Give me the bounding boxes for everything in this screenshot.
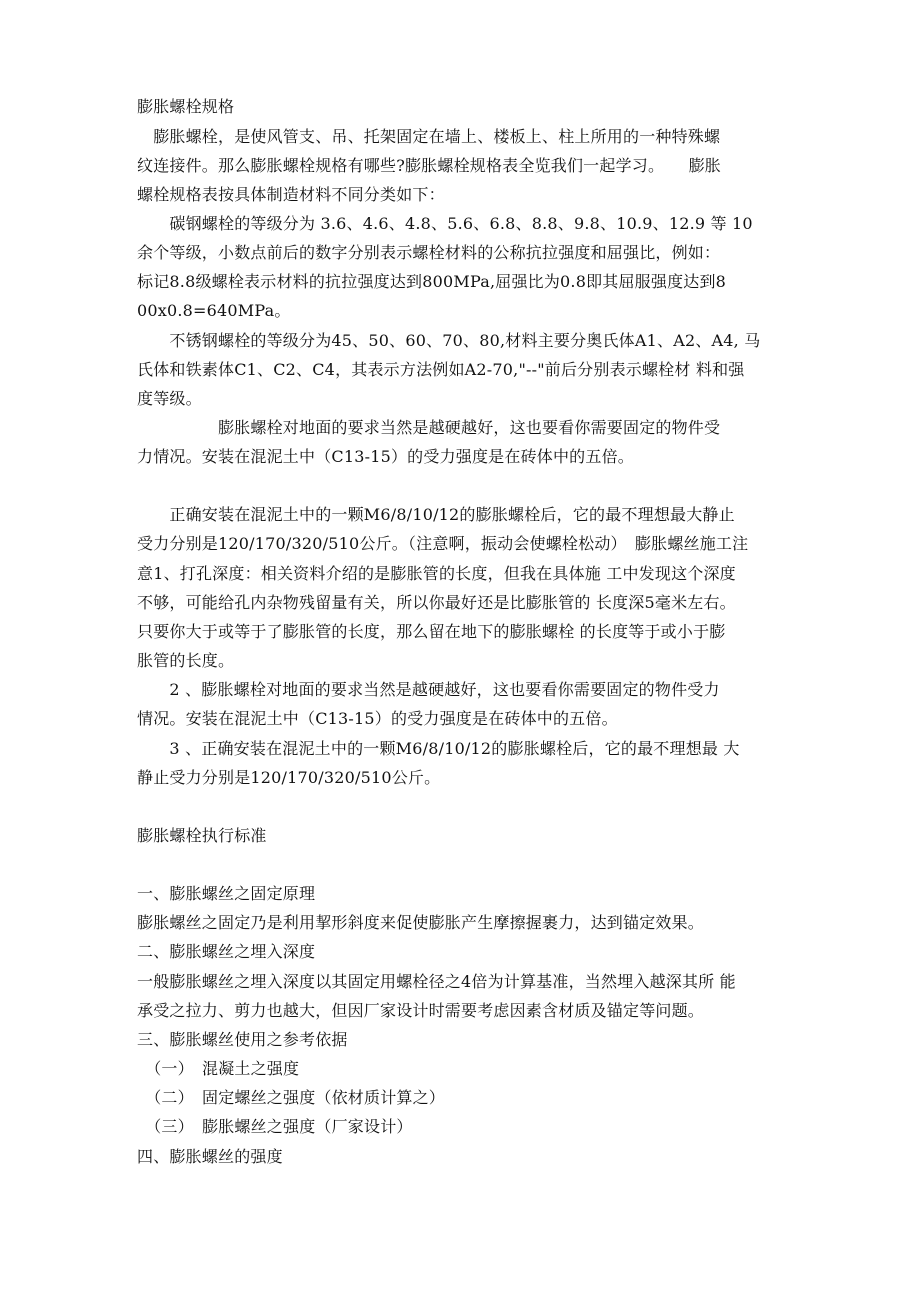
intro-line-3: 螺栓规格表按具体制造材料不同分类如下： bbox=[137, 185, 445, 204]
point-2-line-2: 情况。安装在混泥土中（C13-15）的受力强度是在砖体中的五倍。 bbox=[137, 709, 618, 728]
heading-fixing-principle: 一、膨胀螺丝之固定原理 bbox=[137, 884, 316, 903]
section-title-standard: 膨胀螺栓执行标准 bbox=[137, 826, 267, 845]
carbon-steel-line-4: 00x0.8=640MPa。 bbox=[137, 301, 291, 320]
point-2-line-1: 2 、膨胀螺栓对地面的要求当然是越硬越好，这也要看你需要固定的物件受力 bbox=[137, 680, 720, 699]
install-line-4: 不够，可能给孔内杂物残留量有关，所以你最好还是比膨胀管的 长度深5毫米左右。 bbox=[137, 593, 736, 612]
fixing-principle-text: 膨胀螺丝之固定乃是利用挈形斜度来促使膨胀产生摩擦握裹力，达到锚定效果。 bbox=[137, 913, 705, 932]
embed-depth-line-2: 承受之拉力、剪力也越大，但因厂家设计时需要考虑因素含材质及锚定等问题。 bbox=[137, 1001, 705, 1020]
install-line-1: 正确安装在混泥土中的一颗M6/8/10/12的膨胀螺栓后，它的最不理想最大静止 bbox=[137, 505, 735, 524]
section-title-spec: 膨胀螺栓规格 bbox=[137, 97, 235, 116]
heading-embed-depth: 二、膨胀螺丝之埋入深度 bbox=[137, 942, 316, 961]
intro-line-2: 纹连接件。那么膨胀螺栓规格有哪些?膨胀螺栓规格表全览我们一起学习。 膨胀 bbox=[137, 156, 721, 175]
reference-item-3: （三） 膨胀螺丝之强度（厂家设计） bbox=[137, 1117, 413, 1136]
stainless-line-3: 度等级。 bbox=[137, 389, 202, 408]
install-line-5: 只要你大于或等于了膨胀管的长度，那么留在地下的膨胀螺栓 的长度等于或小于膨 bbox=[137, 622, 726, 641]
carbon-steel-line-2: 余个等级，小数点前后的数字分别表示螺栓材料的公称抗拉强度和屈强比，例如： bbox=[137, 243, 721, 262]
install-line-6: 胀管的长度。 bbox=[137, 651, 235, 670]
heading-bolt-strength: 四、膨胀螺丝的强度 bbox=[137, 1147, 283, 1166]
stainless-line-2: 氏体和铁素体C1、C2、C4，其表示方法例如A2-70,"--"前后分别表示螺栓材 料和强 bbox=[137, 360, 745, 379]
install-line-2: 受力分别是120/170/320/510公斤。（注意啊，振动会使螺栓松动） 膨胀螺丝施工注 bbox=[137, 534, 749, 553]
reference-item-1: （一） 混凝土之强度 bbox=[137, 1059, 300, 1078]
ground-requirement-line-1: 膨胀螺栓对地面的要求当然是越硬越好，这也要看你需要固定的物件受 bbox=[137, 418, 721, 437]
install-line-3: 意1、打孔深度：相关资料介绍的是膨胀管的长度，但我在具体施 工中发现这个深度 bbox=[137, 564, 736, 583]
point-3-line-2: 静止受力分别是120/170/320/510公斤。 bbox=[137, 768, 441, 787]
embed-depth-line-1: 一般膨胀螺丝之埋入深度以其固定用螺栓径之4倍为计算基准，当然埋入越深其所 能 bbox=[137, 972, 736, 991]
carbon-steel-line-3: 标记8.8级螺栓表示材料的抗拉强度达到800MPa,屈强比为0.8即其屈服强度达到8 bbox=[137, 272, 727, 291]
carbon-steel-line-1: 碳钢螺栓的等级分为 3.6、4.6、4.8、5.6、6.8、8.8、9.8、10.9、12.9 等 10 bbox=[137, 214, 753, 233]
reference-item-2: （二） 固定螺丝之强度（依材质计算之） bbox=[137, 1088, 446, 1107]
ground-requirement-line-2: 力情况。安装在混泥土中（C13-15）的受力强度是在砖体中的五倍。 bbox=[137, 447, 634, 466]
point-3-line-1: 3 、正确安装在混泥土中的一颗M6/8/10/12的膨胀螺栓后，它的最不理想最 大 bbox=[137, 739, 740, 758]
intro-line-1: 膨胀螺栓，是使风管支、吊、托架固定在墙上、楼板上、柱上所用的一种特殊螺 bbox=[137, 127, 721, 146]
stainless-line-1: 不锈钢螺栓的等级分为45、50、60、70、80,材料主要分奥氏体A1、A2、A4, 马 bbox=[137, 331, 761, 350]
heading-reference-basis: 三、膨胀螺丝使用之参考依据 bbox=[137, 1030, 348, 1049]
